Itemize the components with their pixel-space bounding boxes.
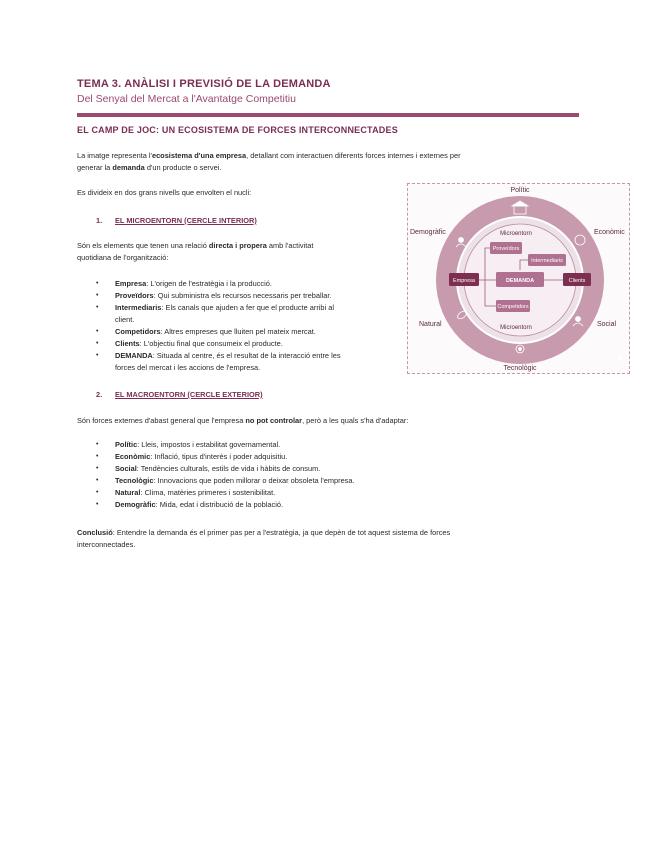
title-divider	[77, 113, 579, 117]
list-text: : Lleis, impostos i estabilitat governamental.	[137, 440, 281, 449]
intro-text: d'un producte o servei.	[144, 163, 222, 172]
list-term: Social	[115, 464, 137, 473]
list-text: : Qui subministra els recursos necessaris per treballar.	[153, 291, 332, 300]
box-demanda-label: DEMANDA	[505, 278, 535, 284]
list-text: : Tendències culturals, estils de vida i hàbits de consum.	[136, 464, 321, 473]
list-term: Intermediaris	[115, 303, 162, 312]
macro-desc-text: Són forces externes d'abast general que l'empresa	[77, 416, 246, 425]
list-item	[96, 487, 355, 499]
micro-list	[96, 278, 341, 374]
list-item	[96, 290, 341, 302]
list-item	[96, 463, 355, 475]
macro-desc-text: , però a les quals s'ha d'adaptar:	[302, 416, 409, 425]
list-item	[96, 338, 341, 350]
label-natural: Natural	[419, 321, 442, 328]
list-term: Polític	[115, 440, 138, 449]
box-empresa-label: Empresa	[452, 278, 476, 284]
intro-text: , detallant com interactuen diferents forces internes i externes per	[246, 151, 461, 160]
macro-label: EL MACROENTORN (CERCLE EXTERIOR)	[115, 390, 263, 399]
intro-bold: ecosistema d'una empresa	[151, 151, 247, 160]
box-proveidors-label: Proveïdors	[492, 246, 520, 252]
list-term: Econòmic	[115, 452, 151, 461]
page-subtitle: Del Senyal del Mercat a l'Avantatge Competitiu	[77, 93, 296, 105]
list-text: : Innovacions que poden millorar o deixar obsoleta l'empresa.	[153, 476, 355, 485]
conclusion-text: interconnectades.	[77, 540, 136, 549]
list-text: : Clima, matèries primeres i sostenibilitat.	[140, 488, 276, 497]
list-text: : Situada al centre, és el resultat de la interacció entre les	[152, 351, 341, 360]
micro-desc-text: amb l'activitat	[266, 241, 314, 250]
list-item	[96, 278, 341, 290]
list-item	[96, 451, 355, 463]
ecosystem-svg	[408, 184, 629, 373]
macro-heading	[96, 390, 263, 399]
intro-paragraph	[77, 150, 461, 174]
list-item	[96, 475, 355, 487]
box-clients-label: Clients	[568, 278, 586, 284]
list-term: DEMANDA	[115, 351, 153, 360]
list-text: : Els canals que ajuden a fer que el producte arribi al	[161, 303, 334, 312]
list-term: Proveïdors	[115, 291, 154, 300]
label-microentorn-bottom: Microentorn	[500, 325, 532, 331]
micro-desc-bold: directa i propera	[208, 241, 267, 250]
macro-list	[96, 439, 355, 511]
intro-bold: demanda	[112, 163, 145, 172]
list-text: : Altres empreses que lluiten pel mateix mercat.	[160, 327, 316, 336]
list-text: forces del mercat i les accions de l'empresa.	[115, 363, 261, 372]
list-item	[96, 302, 341, 326]
ecosystem-diagram	[407, 183, 630, 374]
micro-desc-text: quotidiana de l'organització:	[77, 253, 169, 262]
box-competidors-label: Competidors	[497, 304, 529, 310]
micro-description	[77, 240, 313, 264]
list-text: : L'objectiu final que consumeix el producte.	[139, 339, 283, 348]
list-item	[96, 350, 341, 374]
list-text: : L'origen de l'estratègia i la producció.	[146, 279, 272, 288]
list-text: : Inflació, tipus d'interès i poder adquisitiu.	[150, 452, 288, 461]
list-text: : Mida, edat i distribució de la població.	[155, 500, 284, 509]
sparkle-icon	[618, 354, 622, 362]
list-term: Clients	[115, 339, 140, 348]
list-term: Demogràfic	[115, 500, 156, 509]
section-heading: EL CAMP DE JOC: UN ECOSISTEMA DE FORCES INTERCONNECTADES	[77, 125, 398, 135]
micro-desc-text: Són els elements que tenen una relació	[77, 241, 209, 250]
label-economic: Econòmic	[594, 229, 625, 236]
micro-label: EL MICROENTORN (CERCLE INTERIOR)	[115, 216, 257, 225]
list-item	[96, 499, 355, 511]
list-term: Empresa	[115, 279, 147, 288]
macro-description	[77, 415, 408, 427]
list-term: Tecnològic	[115, 476, 154, 485]
macro-desc-bold: no pot controlar	[245, 416, 303, 425]
conclusion-paragraph	[77, 527, 450, 551]
list-term: Natural	[115, 488, 141, 497]
label-politic: Polític	[510, 187, 530, 194]
intro-text: La imatge representa l'	[77, 151, 152, 160]
micro-number: 1.	[96, 216, 103, 225]
list-item	[96, 439, 355, 451]
page-title: TEMA 3. ANÀLISI I PREVISIÓ DE LA DEMANDA	[77, 78, 331, 90]
label-demografic: Demogràfic	[410, 229, 446, 236]
macro-number: 2.	[96, 390, 103, 399]
label-tecnologic: Tecnològic	[503, 365, 537, 372]
micro-heading	[96, 216, 257, 225]
list-text: client.	[115, 315, 135, 324]
intro-text: generar la	[77, 163, 113, 172]
conclusion-term: Conclusió	[77, 528, 113, 537]
box-intermediaris-label: Intermediaris	[531, 258, 563, 264]
label-microentorn-top: Microentorn	[500, 231, 532, 237]
label-social: Social	[597, 321, 617, 328]
list-term: Competidors	[115, 327, 161, 336]
conclusion-text: : Entendre la demanda és el primer pas per a l'estratègia, ja que depèn de tot aquest sistema de forces	[112, 528, 451, 537]
intro-levels: Es divideix en dos grans nivells que envolten el nucli:	[77, 188, 252, 197]
list-item	[96, 326, 341, 338]
